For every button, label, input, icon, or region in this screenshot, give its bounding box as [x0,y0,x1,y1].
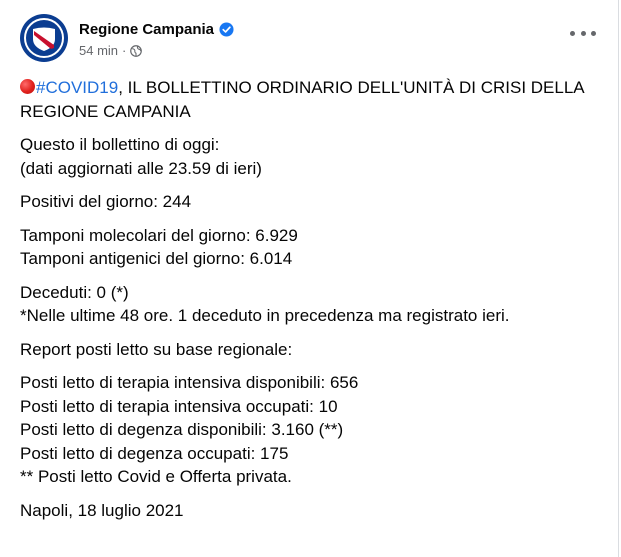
avatar[interactable] [20,14,68,62]
posti-paragraph [20,371,605,489]
page-name-link[interactable]: Regione Campania [79,20,215,38]
headline [20,76,605,123]
regione-campania-logo-icon [29,23,59,53]
headline-text-line2: REGIONE CAMPANIA [20,101,191,121]
report-paragraph [20,338,605,362]
tamponi-line: Tamponi antigenici del giorno: 6.014 [20,249,293,268]
more-options-icon[interactable] [570,26,596,40]
post-timestamp-link[interactable]: 54 min [79,43,119,58]
post-meta [79,18,234,58]
intro-line: (dati aggiornati alle 23.59 di ieri) [20,158,262,178]
red-circle-emoji-icon [20,79,35,94]
post-header [20,14,234,62]
posti-line: Posti letto di degenza occupati: 175 [20,443,289,463]
hashtag-link[interactable]: #COVID19 [36,78,119,97]
positivi-line: Positivi del giorno: 244 [20,192,192,211]
posti-line: Posti letto di degenza disponibili: 3.160 (**) [20,420,344,439]
signoff-paragraph [20,499,605,523]
positivi-paragraph [20,190,605,214]
intro-paragraph [20,133,605,180]
tamponi-paragraph [20,224,605,271]
posti-note: ** Posti letto Covid e Offerta privata. [20,467,292,486]
verified-badge-icon [219,22,234,37]
tamponi-line: Tamponi molecolari del giorno: 6.929 [20,225,298,245]
deceduti-paragraph [20,281,605,328]
deceduti-line: Deceduti: 0 (*) [20,282,129,302]
globe-icon[interactable] [130,45,142,57]
headline-text: , IL BOLLETTINO ORDINARIO DELL'UNITÀ DI CRISI DELLA [118,78,585,97]
report-line: Report posti letto su base regionale: [20,339,293,359]
posti-line: Posti letto di terapia intensiva disponibili: 656 [20,373,359,392]
post-body [20,76,605,532]
deceduti-note: *Nelle ultime 48 ore. 1 deceduto in precedenza ma registrato ieri. [20,306,510,325]
signoff-line: Napoli, 18 luglio 2021 [20,500,184,520]
intro-line: Questo il bollettino di oggi: [20,135,220,154]
posti-line: Posti letto di terapia intensiva occupati: 10 [20,396,338,416]
meta-separator: · [122,43,127,58]
